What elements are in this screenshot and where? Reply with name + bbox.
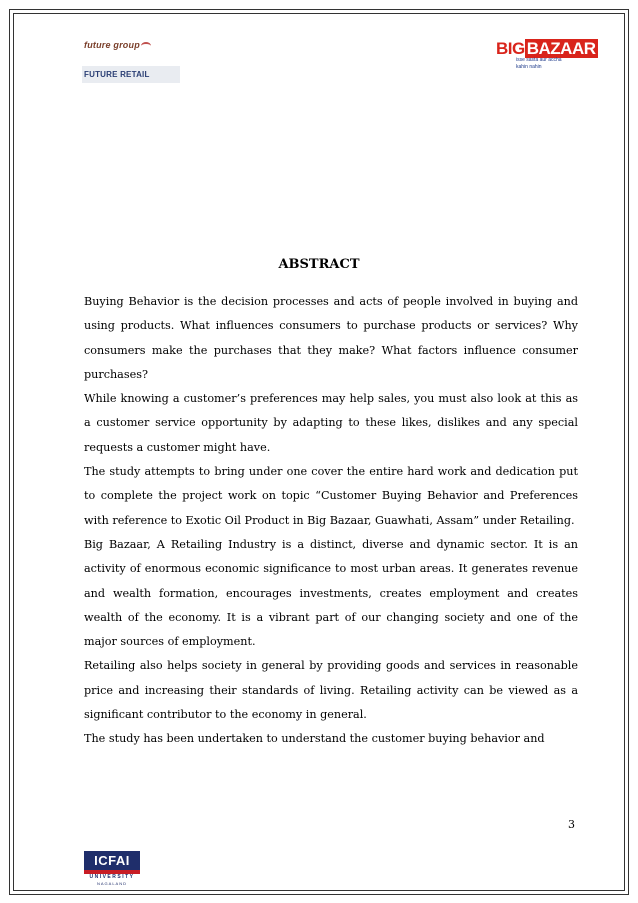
future-group-logo-text: future group <box>84 40 140 50</box>
paragraph: Big Bazaar, A Retailing Industry is a distinct, diverse and dynamic sector. It is an activity of enormous economic significance to most urban areas. It generates revenue and wealth formation, encourages investments, creates employment and creates wealth of the economy. It is a vibrant part of our changing society and one of the major sources of employment. <box>84 537 578 649</box>
page-title: ABSTRACT <box>278 257 360 272</box>
paragraph: While knowing a customer’s preferences may help sales, you must also look at this as a customer service opportunity by adapting to these likes, dislikes and any special requests a customer might have. <box>84 392 578 454</box>
big-bazaar-wordmark <box>496 39 596 58</box>
big-bazaar-big: BIG <box>496 39 525 58</box>
paragraph: Retailing also helps society in general by providing goods and services in reasonable price and increasing their standards of living. Retailing activity can be viewed as a significant contributor to the economy in general. <box>84 659 578 722</box>
icfai-location-text: NAGALAND <box>96 881 127 886</box>
big-bazaar-logo <box>496 39 596 70</box>
icfai-university-text: UNIVERSITY <box>89 874 135 880</box>
paragraph: Buying Behavior is the decision processes and acts of people involved in buying and using products. What influences consumers to purchase products or services? Why consumers make the purchases that they make? What factors influence consumer purchases? <box>84 295 578 381</box>
paragraph: The study attempts to bring under one cover the entire hard work and dedication put to complete the project work on topic “Customer Buying Behavior and Preferences with reference to Exotic Oil Product in Big Bazaar, Guawhati, Assam” under Retailing. <box>84 465 578 527</box>
big-bazaar-bazaar: BAZAAR <box>526 39 596 58</box>
wave-icon <box>141 42 151 50</box>
big-bazaar-tagline: isse sasta aur accha kahin nahin <box>516 57 562 70</box>
page-number: 3 <box>568 818 575 831</box>
future-retail-logo-text: FUTURE RETAIL <box>84 70 150 79</box>
future-retail-logo <box>82 66 180 83</box>
icfai-wordmark: ICFAI <box>84 851 140 870</box>
paragraph: The study has been undertaken to understand the customer buying behavior and <box>84 732 545 746</box>
abstract-body <box>84 290 578 752</box>
icfai-university-logo <box>84 851 140 888</box>
future-group-logo <box>84 40 180 56</box>
